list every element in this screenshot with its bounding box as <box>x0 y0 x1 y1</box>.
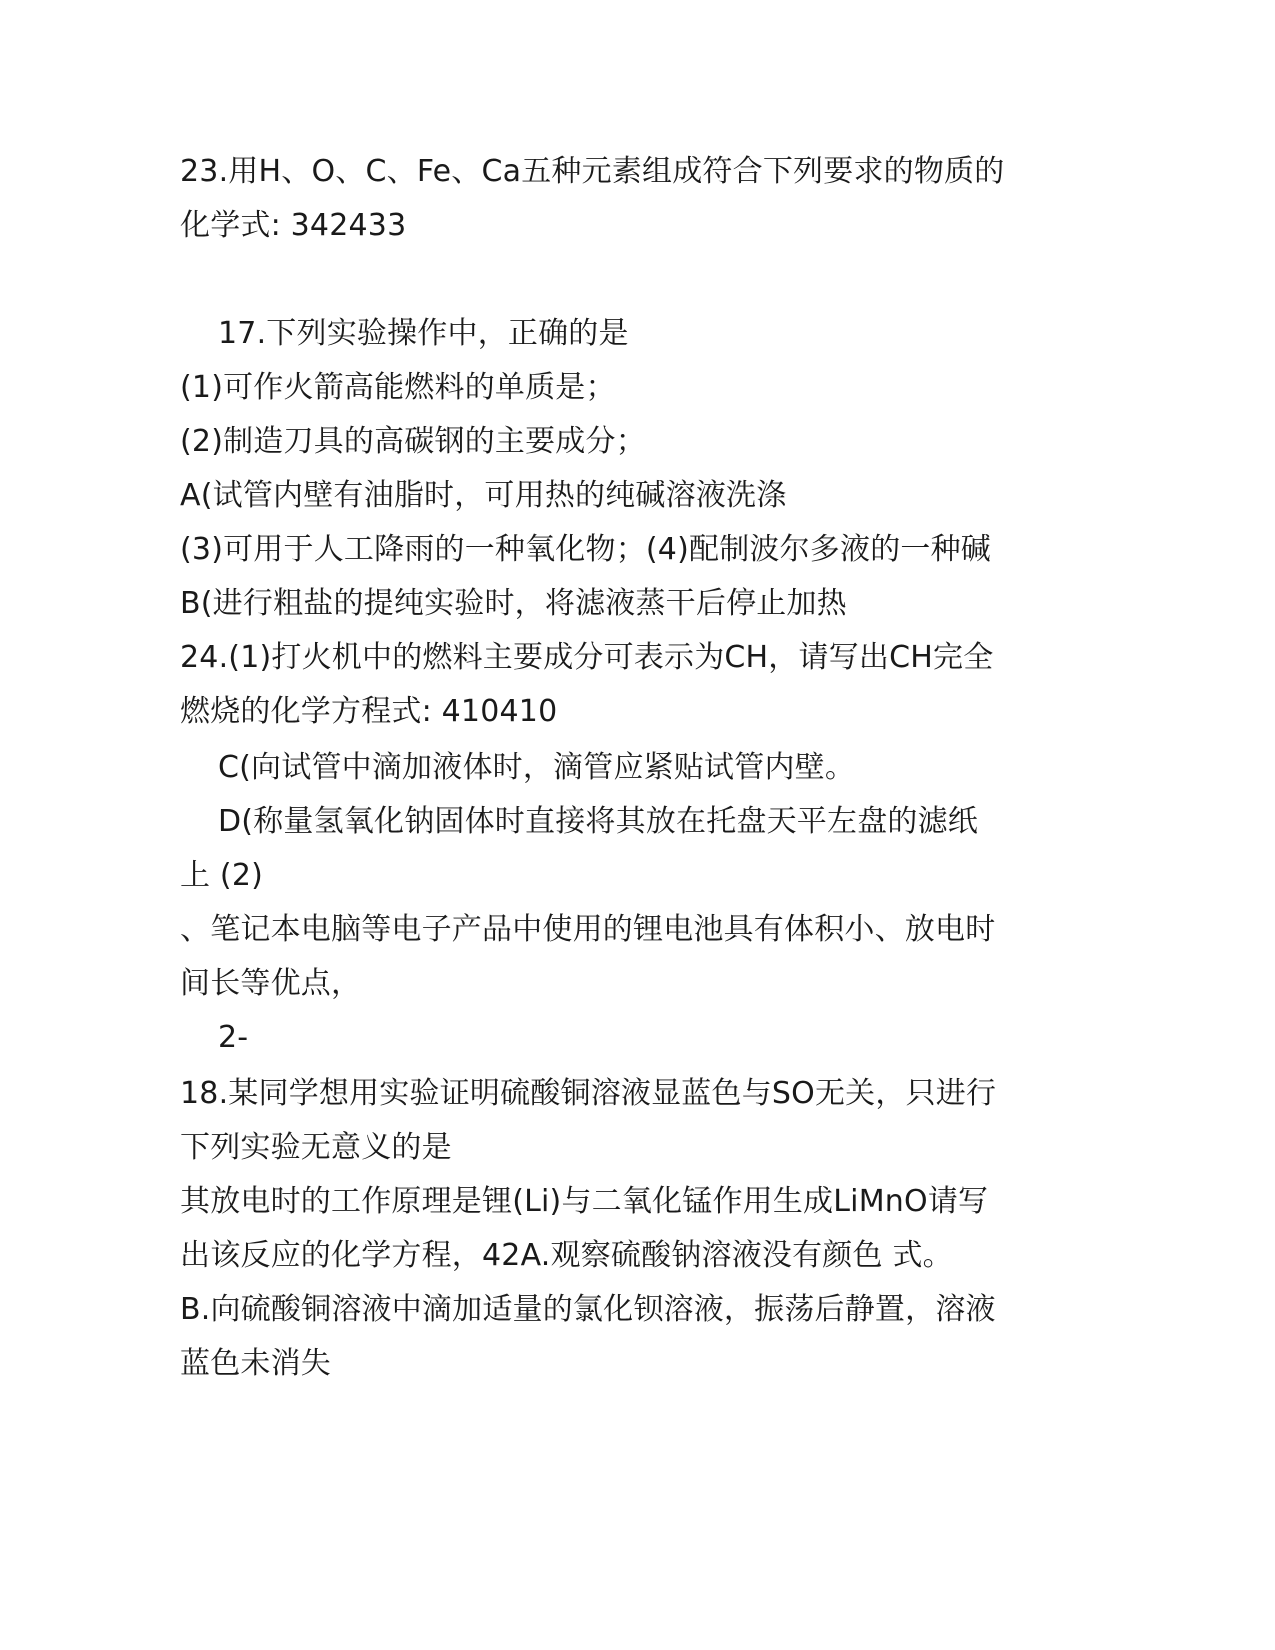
text-line: 化学式: 342433 <box>180 208 407 243</box>
text-line: 燃烧的化学方程式: 410410 <box>180 694 558 729</box>
text-line: 2- <box>218 1020 249 1055</box>
text-line: (2)制造刀具的高碳钢的主要成分； <box>180 424 646 459</box>
text-line: 上 (2) <box>180 858 264 893</box>
text-line: 18.某同学想用实验证明硫酸铜溶液显蓝色与SO无关，只进行 <box>180 1076 997 1111</box>
text-line: 其放电时的工作原理是锂(Li)与二氧化锰作用生成LiMnO请写 <box>180 1184 989 1219</box>
text-line: 、笔记本电脑等电子产品中使用的锂电池具有体积小、放电时 <box>180 912 996 947</box>
text-line: (3)可用于人工降雨的一种氧化物；(4)配制波尔多液的一种碱 <box>180 532 991 567</box>
text-line: A(试管内壁有油脂时，可用热的纯碱溶液洗涤 <box>180 478 787 513</box>
text-line: 下列实验无意义的是 <box>180 1130 452 1165</box>
text-line: 蓝色未消失 <box>180 1346 331 1381</box>
text-line: 间长等优点， <box>180 966 362 1001</box>
text-line: 17.下列实验操作中，正确的是 <box>218 316 629 351</box>
text-line: 24.(1)打火机中的燃料主要成分可表示为CH，请写出CH完全 <box>180 640 994 675</box>
text-line: C(向试管中滴加液体时，滴管应紧贴试管内壁。 <box>218 750 856 785</box>
text-line: (1)可作火箭高能燃料的单质是； <box>180 370 616 405</box>
text-line: 23.用H、O、C、Fe、Ca五种元素组成符合下列要求的物质的 <box>180 154 1005 189</box>
text-line: 出该反应的化学方程，42A.观察硫酸钠溶液没有颜色 式。 <box>180 1238 953 1273</box>
text-line: D(称量氢氧化钠固体时直接将其放在托盘天平左盘的滤纸 <box>218 804 979 839</box>
text-line: B.向硫酸铜溶液中滴加适量的氯化钡溶液，振荡后静置，溶液 <box>180 1292 996 1327</box>
text-line: B(进行粗盐的提纯实验时，将滤液蒸干后停止加热 <box>180 586 847 621</box>
